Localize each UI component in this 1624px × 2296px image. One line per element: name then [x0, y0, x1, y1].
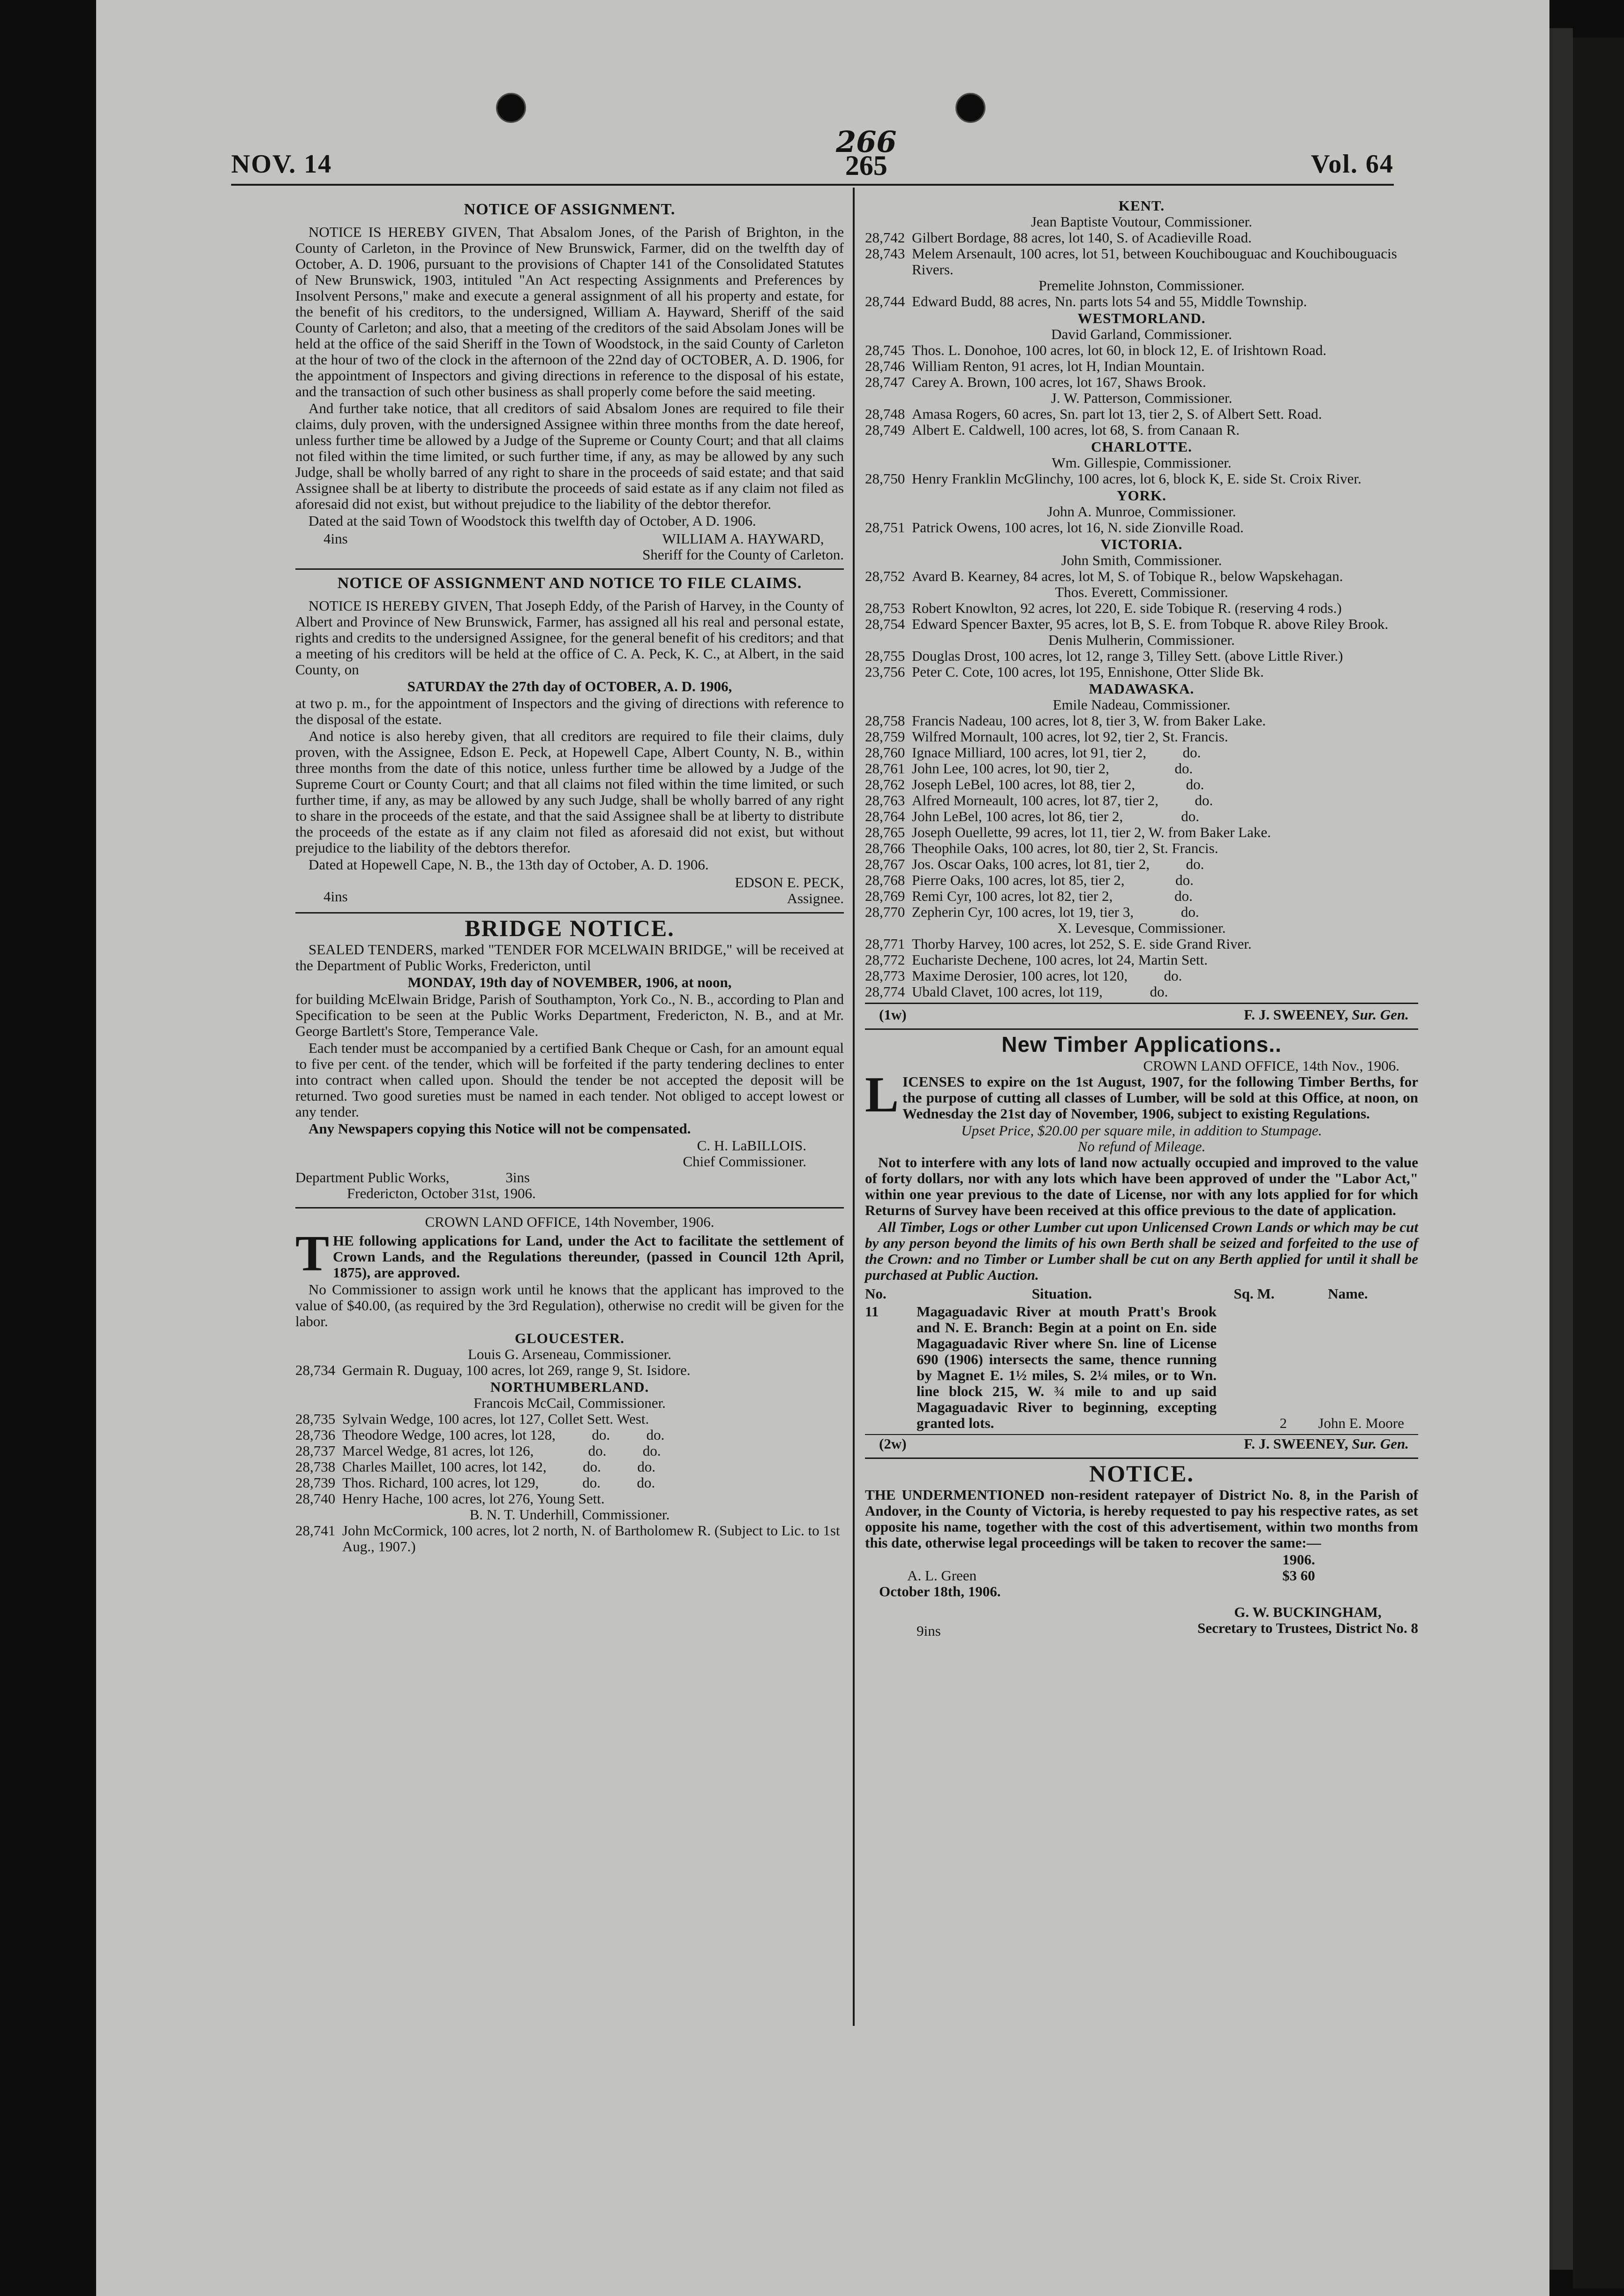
entry-text: John Lee, 100 acres, lot 90, tier 2, do.: [912, 760, 1193, 777]
entry-text: Jos. Oscar Oaks, 100 acres, lot 81, tier 2, do.: [912, 856, 1204, 872]
charlotte-commissioner: Wm. Gillespie, Commissioner.: [1052, 454, 1232, 471]
assignment1-p2: And further take notice, that all creditors of said Absalom Jones are required to file their claims, duly proven, with the undersigned Assignee within three months from the date hereof, unless further time be allowed by a Judge of the Supreme or County Court; and that all claims not filed within the time limited, or such further time, if any, as may be allowed by any such Judge, shall be wholly barred of any right to share in the proceeds of said estate; and that said Assignee shall be at liberty to distribute the proceeds of said estate as if any claim not filed as aforesaid did not exist, but without prejudice to the liability of the debtor therefor.: [295, 400, 844, 512]
notice-payer-row: [865, 1568, 1418, 1584]
assignment2-signer-block: [735, 875, 844, 906]
timber-dropcap: L: [865, 1067, 899, 1123]
assignment2-p3: And notice is also hereby given, that all creditors are required to file their claims, duly proven, with the Assignee, Edson E. Peck, at Hopewell Cape, Albert County, N. B., within three months from the date of this notice, unless further time be allowed by a Judge of the Supreme Court or County Court; and that all claims not filed within the time limited, or such further time, if any, as may be allowed by any such Judge, shall be wholly barred of any right to share in the proceeds of the estate, and that the said Assignee shall be at liberty to distribute the proceeds of the estate as if any claim not filed as aforesaid did not exist, but without prejudice to the liability of the debtors therefor.: [295, 728, 844, 856]
list-item: [865, 745, 1418, 761]
table-row: [865, 1304, 1418, 1431]
region-victoria: VICTORIA.: [1100, 536, 1183, 552]
bridge-notice: [295, 915, 844, 1201]
bridge-dept-line: [295, 1170, 844, 1186]
list-item: [865, 406, 1418, 422]
list-item: [865, 904, 1418, 920]
notice-insertions: 9ins: [917, 1623, 941, 1639]
list-item: [865, 984, 1418, 1000]
kent-commissioner-2: Premelite Johnston, Commissioner.: [1038, 277, 1245, 294]
list-item: [865, 294, 1418, 310]
row-situation: Magaguadavic River at mouth Pratt's Brook and N. E. Branch: Begin at a point on En. side Magaguadavic River where Sn. line of License 690 (1906) intersects the same, thence running by Magnet E. 1½ miles, S. 2¼ miles, or to Wn. line block 215, W. ¾ mile to and up said Magaguadavic River to beginning, excepting granted lots.: [917, 1303, 1217, 1431]
list-item: [295, 1411, 844, 1427]
notice-year: 1906.: [1282, 1551, 1315, 1568]
entry-number: 28,772: [865, 952, 905, 968]
entry-text: Theophile Oaks, 100 acres, lot 80, tier 2, St. Francis.: [912, 840, 1218, 856]
assignment1-insertions: 4ins: [323, 530, 348, 547]
entry-text: Edward Budd, 88 acres, Nn. parts lots 54 and 55, Middle Township.: [912, 293, 1307, 310]
assignment1-title: NOTICE OF ASSIGNMENT.: [464, 201, 676, 218]
entry-text: Joseph Ouellette, 99 acres, lot 11, tier 2, W. from Baker Lake.: [912, 824, 1271, 840]
entry-number: 28,739: [295, 1474, 336, 1491]
assignment1-signer-title: Sheriff for the County of Carleton.: [642, 546, 844, 563]
entry-text: Euchariste Dechene, 100 acres, lot 24, Martin Sett.: [912, 952, 1208, 968]
bridge-dept-date: Fredericton, October 31st, 1906.: [347, 1185, 536, 1201]
entry-number: 28,762: [865, 776, 905, 793]
bridge-p2: for building McElwain Bridge, Parish of Southampton, York Co., N. B., according to Plan and Specification to be seen at the Public Works Department, Fredericton, N. B., and at Mr. George Bartlett's Store, Temperance Vale.: [295, 991, 844, 1039]
entry-text: Peter C. Cote, 100 acres, lot 195, Ennishone, Otter Slide Bk.: [912, 664, 1264, 680]
assignment2-p1: NOTICE IS HEREBY GIVEN, That Joseph Eddy, of the Parish of Harvey, in the County of Albert and Province of New Brunswick, Farmer, has assigned all his real and personal estate, rights and credits to the undersigned Assignee, for the general benefit of his creditors; and that a meeting of his creditors will be held at the office of C. A. Peck, K. C., at Albert, in the said County, on: [295, 597, 844, 678]
list-item: [865, 342, 1418, 358]
entry-number: 28,766: [865, 840, 905, 856]
westmorland-commissioner: David Garland, Commissioner.: [1051, 326, 1232, 342]
list-item: [295, 1427, 844, 1443]
assignment2-signer: EDSON E. PECK,: [735, 874, 844, 891]
timber-p1-wrap: [865, 1067, 1418, 1123]
timber-p3: All Timber, Logs or other Lumber cut upon Unlicensed Crown Lands or which may be cut by any person beyond the limits of his own Berth shall be seized and forfeited to the use of the Crown: and no Timber or Lumber shall be cut on any Berth applied for until it shall be purchased at Public Auction.: [865, 1219, 1418, 1283]
right-column: [865, 197, 1418, 1639]
york-commissioner: John A. Munroe, Commissioner.: [1047, 503, 1236, 520]
entry-text: Sylvain Wedge, 100 acres, lot 127, Collet Sett. West.: [342, 1411, 649, 1427]
region-madawaska: MADAWASKA.: [1089, 680, 1195, 697]
bridge-signer-block: [295, 1138, 844, 1170]
entry-number: 28,753: [865, 600, 905, 616]
region-york: YORK.: [1117, 487, 1166, 504]
entry-text: Ubald Clavet, 100 acres, lot 119, do.: [912, 983, 1168, 1000]
timber-sig-insertions: (2w): [879, 1435, 907, 1452]
entry-number: 28,754: [865, 616, 905, 632]
punch-hole-left: [496, 93, 526, 123]
page-shadow: [1573, 38, 1624, 2288]
list-item: [865, 374, 1418, 390]
entry-number: 28,755: [865, 648, 905, 664]
timber-table-header: [865, 1286, 1418, 1302]
list-item: [865, 616, 1418, 632]
list-item: [295, 1523, 844, 1555]
timber-title: New Timber Applications..: [1001, 1032, 1282, 1057]
assignment1-signer: WILLIAM A. HAYWARD,: [662, 530, 824, 547]
crown-land-continued: [865, 198, 1418, 1023]
entry-number: 28,737: [295, 1443, 336, 1459]
assignment2-date-line: SATURDAY the 27th day of OCTOBER, A. D. 1906,: [407, 678, 732, 695]
assignment2-p4: Dated at Hopewell Cape, N. B., the 13th day of October, A. D. 1906.: [308, 856, 709, 873]
divider: [295, 912, 844, 914]
bridge-p4: Any Newspapers copying this Notice will not be compensated.: [308, 1120, 691, 1137]
entry-number: 28,749: [865, 422, 905, 438]
entry-number: 28,736: [295, 1427, 336, 1443]
victoria-commissioner: John Smith, Commissioner.: [1061, 552, 1222, 568]
divider: [295, 1207, 844, 1208]
list-item: [865, 568, 1418, 584]
row-no: 11: [865, 1303, 879, 1320]
notice-ratepayer: [865, 1460, 1418, 1639]
list-item: [865, 856, 1418, 872]
region-kent: KENT.: [1118, 197, 1165, 214]
entry-number: 28,748: [865, 406, 905, 422]
entry-number: 28,740: [295, 1490, 336, 1507]
list-item: [865, 936, 1418, 952]
entry-number: 28,742: [865, 229, 905, 246]
divider: [865, 1003, 1418, 1004]
list-item: [865, 793, 1418, 808]
entry-text: Maxime Derosier, 100 acres, lot 120, do.: [912, 967, 1182, 984]
printed-page-number: 265: [845, 150, 887, 181]
notice-title: NOTICE.: [1089, 1460, 1194, 1487]
northumberland-commissioner: Francois McCail, Commissioner.: [474, 1395, 666, 1411]
entry-text: Avard B. Kearney, 84 acres, lot M, S. of Tobique R., below Wapskehagan.: [912, 568, 1343, 584]
entry-number: 28,734: [295, 1362, 336, 1378]
page-edge: [1549, 28, 1573, 2270]
entry-number: 28,743: [865, 245, 905, 262]
bridge-p1: SEALED TENDERS, marked "TENDER FOR MCELWAIN BRIDGE," will be received at the Department of Public Works, Fredericton, until: [295, 941, 844, 974]
assignment1-p3: Dated at the said Town of Woodstock this twelfth day of October, A D. 1906.: [308, 513, 756, 529]
list-item: [865, 808, 1418, 824]
crown-land-sig-insertions: (1w): [879, 1006, 907, 1023]
timber-signature: [865, 1434, 1418, 1452]
kent-commissioner: Jean Baptiste Voutour, Commissioner.: [1030, 213, 1253, 230]
bridge-insertions: 3ins: [505, 1169, 530, 1186]
notice-amount: $3 60: [1282, 1567, 1315, 1584]
region-gloucester: GLOUCESTER.: [514, 1330, 625, 1346]
entry-text: Thorby Harvey, 100 acres, lot 252, S. E. side Grand River.: [912, 936, 1252, 952]
bridge-dept: Department Public Works,: [295, 1169, 450, 1186]
notice-signer: G. W. BUCKINGHAM,: [1234, 1604, 1382, 1620]
list-item: [865, 888, 1418, 904]
timber-no-refund: No refund of Mileage.: [1077, 1138, 1206, 1155]
list-item: [865, 777, 1418, 793]
bridge-title: BRIDGE NOTICE.: [465, 915, 675, 941]
col-no: No.: [865, 1285, 887, 1302]
entry-text: Henry Franklin McGlinchy, 100 acres, lot 6, block K, E. side St. Croix River.: [912, 470, 1361, 487]
divider: [865, 1458, 1418, 1459]
list-item: [865, 713, 1418, 729]
entry-text: Charles Maillet, 100 acres, lot 142, do. do.: [342, 1458, 656, 1475]
entry-number: 28,745: [865, 342, 905, 358]
notice-signer-block: [1197, 1604, 1418, 1639]
header-page-number: [836, 125, 897, 181]
entry-text: Thos. L. Donohoe, 100 acres, lot 60, in block 12, E. of Irishtown Road.: [912, 342, 1327, 358]
entry-text: Ignace Milliard, 100 acres, lot 91, tier 2, do.: [912, 744, 1201, 761]
assignment1-p1: NOTICE IS HEREBY GIVEN, That Absalom Jones, of the Parish of Brighton, in the County of Carleton, in the Province of New Brunswick, Farmer, did on the twelfth day of October, A. D. 1906, pursuant to the provisions of Chapter 141 of the Consolidated Statutes of New Brunswick, 1903, intituled "An Act respecting Assignments and Preferences by Insolvent Persons," make and execute a general assignment of all his property and estate, for the benefit of his creditors, to the undersigned, William A. Hayward, Sheriff of the said County of Carleton; and also, that a meeting of the creditors of the said Absolam Jones will be held at the office of the said Sheriff in the Town of Woodstock, in the said County of Carleton at the hour of two of the clock in the afternoon of the 22nd day of OCTOBER, A. D. 1906, for the appointment of Inspectors and giving directions in reference to the disposal of his estate, and the transaction of such other business as shall properly come before the said meeting.: [295, 224, 844, 400]
list-item: [865, 840, 1418, 856]
entry-text: Thos. Richard, 100 acres, lot 129, do. do.: [342, 1474, 655, 1491]
entry-text: Douglas Drost, 100 acres, lot 12, range 3, Tilley Sett. (above Little River.): [912, 648, 1343, 664]
header-volume: Vol. 64: [1311, 150, 1394, 179]
new-timber-applications: [865, 1032, 1418, 1452]
entry-text: Germain R. Duguay, 100 acres, lot 269, range 9, St. Isidore.: [342, 1362, 691, 1378]
entry-number: 28,770: [865, 904, 905, 920]
notice-signature: [865, 1604, 1418, 1639]
entry-text: Robert Knowlton, 92 acres, lot 220, E. side Tobique R. (reserving 4 rods.): [912, 600, 1342, 616]
entry-text: John McCormick, 100 acres, lot 2 north, N. of Bartholomew R. (Subject to Lic. to 1st Aug., 1907.): [342, 1522, 840, 1555]
timber-sig-title: Sur. Gen.: [1352, 1435, 1409, 1452]
entry-text: Alfred Morneault, 100 acres, lot 87, tier 2, do.: [912, 792, 1213, 808]
entry-text: Zepherin Cyr, 100 acres, lot 19, tier 3, do.: [912, 904, 1199, 920]
entry-number: 28,771: [865, 936, 905, 952]
crown-land-p2: No Commissioner to assign work until he knows that the applicant has improved to the value of $40.00, (as required by the 3rd Regulation), otherwise no credit will be given for the labor.: [295, 1281, 844, 1329]
northumberland-commissioner-2: B. N. T. Underhill, Commissioner.: [469, 1506, 670, 1523]
entry-text: Pierre Oaks, 100 acres, lot 85, tier 2, do.: [912, 872, 1194, 888]
list-item: [865, 422, 1418, 438]
entry-number: 28,774: [865, 983, 905, 1000]
column-divider: [853, 188, 855, 2026]
entry-number: 28,752: [865, 568, 905, 584]
notice-date: October 18th, 1906.: [879, 1583, 1001, 1600]
madawaska-commissioner-2: X. Levesque, Commissioner.: [1057, 920, 1226, 936]
entry-number: 28,759: [865, 728, 905, 745]
victoria-commissioner-3: Denis Mulherin, Commissioner.: [1048, 632, 1235, 648]
entry-text: Francis Nadeau, 100 acres, lot 8, tier 3, W. from Baker Lake.: [912, 712, 1266, 729]
entry-text: Albert E. Caldwell, 100 acres, lot 68, S. from Canaan R.: [912, 422, 1240, 438]
region-westmorland: WESTMORLAND.: [1077, 310, 1206, 326]
divider: [865, 1028, 1418, 1030]
crown-land-signature: [865, 1007, 1418, 1023]
entry-text: William Renton, 91 acres, lot H, Indian Mountain.: [912, 358, 1205, 374]
row-name: John E. Moore: [1318, 1415, 1404, 1431]
row-sqm: 2: [1279, 1415, 1287, 1431]
list-item: [865, 824, 1418, 840]
assignment1-signer-block: [642, 531, 844, 563]
assignment2-title: NOTICE OF ASSIGNMENT AND NOTICE TO FILE CLAIMS.: [337, 574, 802, 592]
entry-text: Carey A. Brown, 100 acres, lot 167, Shaws Brook.: [912, 374, 1206, 390]
entry-text: Amasa Rogers, 60 acres, Sn. part lot 13, tier 2, S. of Albert Sett. Road.: [912, 406, 1322, 422]
entry-text: Remi Cyr, 100 acres, lot 82, tier 2, do.: [912, 888, 1193, 904]
region-northumberland: NORTHUMBERLAND.: [490, 1379, 649, 1395]
notice-p1: THE UNDERMENTIONED non-resident ratepayer of District No. 8, in the Parish of Andover, in the County of Victoria, is hereby requested to pay his respective rates, as set opposite his name, together with the cost of this advertisement, within two months from this date, otherwise legal proceedings will be taken to recover the same:—: [865, 1487, 1418, 1551]
entry-number: 28,761: [865, 760, 905, 777]
entry-number: 28,767: [865, 856, 905, 872]
entry-text: Joseph LeBel, 100 acres, lot 88, tier 2, do.: [912, 776, 1204, 793]
entry-number: 28,746: [865, 358, 905, 374]
timber-dateline: CROWN LAND OFFICE, 14th Nov., 1906.: [1143, 1057, 1399, 1074]
list-item: [295, 1362, 844, 1378]
entry-number: 28,738: [295, 1458, 336, 1475]
timber-upset-price: Upset Price, $20.00 per square mile, in addition to Stumpage.: [961, 1122, 1322, 1139]
punch-hole-right: [955, 93, 985, 123]
entry-number: 28,744: [865, 293, 905, 310]
crown-land-p1-wrap: [295, 1226, 844, 1282]
assignment2-p2: at two p. m., for the appointment of Inspectors and the giving of directions with reference to the disposal of the estate.: [295, 695, 844, 727]
col-situation: Situation.: [1031, 1285, 1092, 1302]
entry-number: 28,765: [865, 824, 905, 840]
crown-land-applications: [295, 1214, 844, 1555]
entry-text: Marcel Wedge, 81 acres, lot 126, do. do.: [342, 1443, 661, 1459]
entry-number: 28,763: [865, 792, 905, 808]
entry-number: 28,751: [865, 519, 905, 536]
victoria-commissioner-2: Thos. Everett, Commissioner.: [1055, 584, 1228, 600]
entry-number: 28,741: [295, 1522, 336, 1539]
crown-land-sig-block: [1244, 1007, 1418, 1023]
entry-text: Theodore Wedge, 100 acres, lot 128, do. do.: [342, 1427, 665, 1443]
list-item: [865, 872, 1418, 888]
list-item: [865, 968, 1418, 984]
entry-number: 28,768: [865, 872, 905, 888]
list-item: [865, 230, 1418, 246]
timber-sig-block: [1244, 1436, 1418, 1452]
crown-land-dateline: CROWN LAND OFFICE, 14th November, 1906.: [425, 1214, 714, 1230]
notice-of-assignment-2: [295, 575, 844, 906]
assignment2-signature: [295, 875, 844, 906]
bridge-signer-title: Chief Commissioner.: [683, 1153, 806, 1170]
entry-number: 28,735: [295, 1411, 336, 1427]
entry-text: Patrick Owens, 100 acres, lot 16, N. side Zionville Road.: [912, 519, 1244, 536]
list-item: [865, 471, 1418, 487]
col-sqm: Sq. M.: [1233, 1285, 1275, 1302]
madawaska-list-2: [865, 936, 1418, 1000]
entry-number: 28,760: [865, 744, 905, 761]
region-charlotte: CHARLOTTE.: [1091, 438, 1192, 455]
timber-sig-name: F. J. SWEENEY,: [1244, 1435, 1348, 1452]
assignment2-insertions: 4ins: [323, 888, 348, 905]
list-item: [865, 648, 1418, 664]
list-item: [865, 952, 1418, 968]
entry-number: 28,750: [865, 470, 905, 487]
list-item: [865, 664, 1418, 680]
crown-land-sig-name: F. J. SWEENEY,: [1244, 1006, 1348, 1023]
entry-number: 28,747: [865, 374, 905, 390]
gloucester-commissioner: Louis G. Arseneau, Commissioner.: [468, 1346, 671, 1362]
list-item: [865, 600, 1418, 616]
madawaska-list: [865, 713, 1418, 920]
entry-text: Edward Spencer Baxter, 95 acres, lot B, S. E. from Tobque R. above Riley Brook.: [912, 616, 1389, 632]
bridge-p3: Each tender must be accompanied by a certified Bank Cheque or Cash, for an amount equal to five per cent. of the tender, which will be forfeited if the party tendering declines to enter into contract when called upon. Should the tender be not accepted the deposit will be returned. Two good sureties must be named in each tender. Not obliged to accept lowest or any tender.: [295, 1040, 844, 1120]
assignment2-signer-title: Assignee.: [787, 890, 844, 906]
entry-number: 28,769: [865, 888, 905, 904]
page-header: [231, 125, 1394, 182]
list-item: [295, 1491, 844, 1507]
list-item: [865, 729, 1418, 745]
assignment1-signature: [295, 531, 844, 563]
divider: [295, 568, 844, 570]
list-item: [295, 1443, 844, 1459]
madawaska-commissioner: Emile Nadeau, Commissioner.: [1053, 696, 1231, 713]
col-name: Name.: [1328, 1285, 1368, 1302]
list-item: [865, 520, 1418, 536]
timber-p1: ICENSES to expire on the 1st August, 1907, for the following Timber Berths, for the purpose of cutting all classes of Lumber, will be sold at this Office, at noon, on Wednesday the 21st day of November, 1906, subject to existing Regulations.: [902, 1073, 1418, 1122]
entry-number: 28,758: [865, 712, 905, 729]
handwritten-page-number: 266: [836, 125, 897, 159]
list-item: [295, 1459, 844, 1475]
left-column: [295, 197, 844, 1555]
timber-p2: Not to interfere with any lots of land now actually occupied and improved to the value of forty dollars, nor with any lots which have been approved of under the "Labor Act," within one year previous to the date of License, nor with any lots applied for for which Returns of Survey have been received at this office previous to the date of application.: [865, 1154, 1418, 1218]
entry-text: Melem Arsenault, 100 acres, lot 51, between Kouchibouguac and Kouchibouguacis Rivers.: [912, 245, 1397, 278]
entry-text: Gilbert Bordage, 88 acres, lot 140, S. of Acadieville Road.: [912, 229, 1252, 246]
list-item: [865, 761, 1418, 777]
list-item: [865, 246, 1418, 278]
entry-text: Henry Hache, 100 acres, lot 276, Young Sett.: [342, 1490, 605, 1507]
entry-number: 28,764: [865, 808, 905, 824]
header-date: NOV. 14: [231, 150, 332, 179]
entry-number: 28,773: [865, 967, 905, 984]
notice-of-assignment-1: [295, 202, 844, 563]
notice-signer-title: Secretary to Trustees, District No. 8: [1197, 1620, 1418, 1636]
entry-text: John LeBel, 100 acres, lot 86, tier 2, do.: [912, 808, 1200, 824]
notice-payer: A. L. Green: [907, 1567, 977, 1584]
bridge-date-line: MONDAY, 19th day of NOVEMBER, 1906, at noon,: [407, 974, 732, 990]
crown-land-dropcap: T: [295, 1226, 330, 1282]
header-rule: [231, 184, 1394, 186]
list-item: [295, 1475, 844, 1491]
entry-text: Wilfred Mornault, 100 acres, lot 92, tier 2, St. Francis.: [912, 728, 1228, 745]
crown-land-sig-title: Sur. Gen.: [1352, 1006, 1409, 1023]
list-item: [865, 358, 1418, 374]
entry-number: 23,756: [865, 664, 905, 680]
crown-land-p1: HE following applications for Land, under the Act to facilitate the settlement of Crown Lands, and the Regulations thereunder, (passed in Council 12th April, 1875), are approved.: [333, 1232, 844, 1281]
westmorland-commissioner-2: J. W. Patterson, Commissioner.: [1051, 390, 1233, 406]
bridge-signer: C. H. LaBILLOIS.: [697, 1137, 806, 1154]
